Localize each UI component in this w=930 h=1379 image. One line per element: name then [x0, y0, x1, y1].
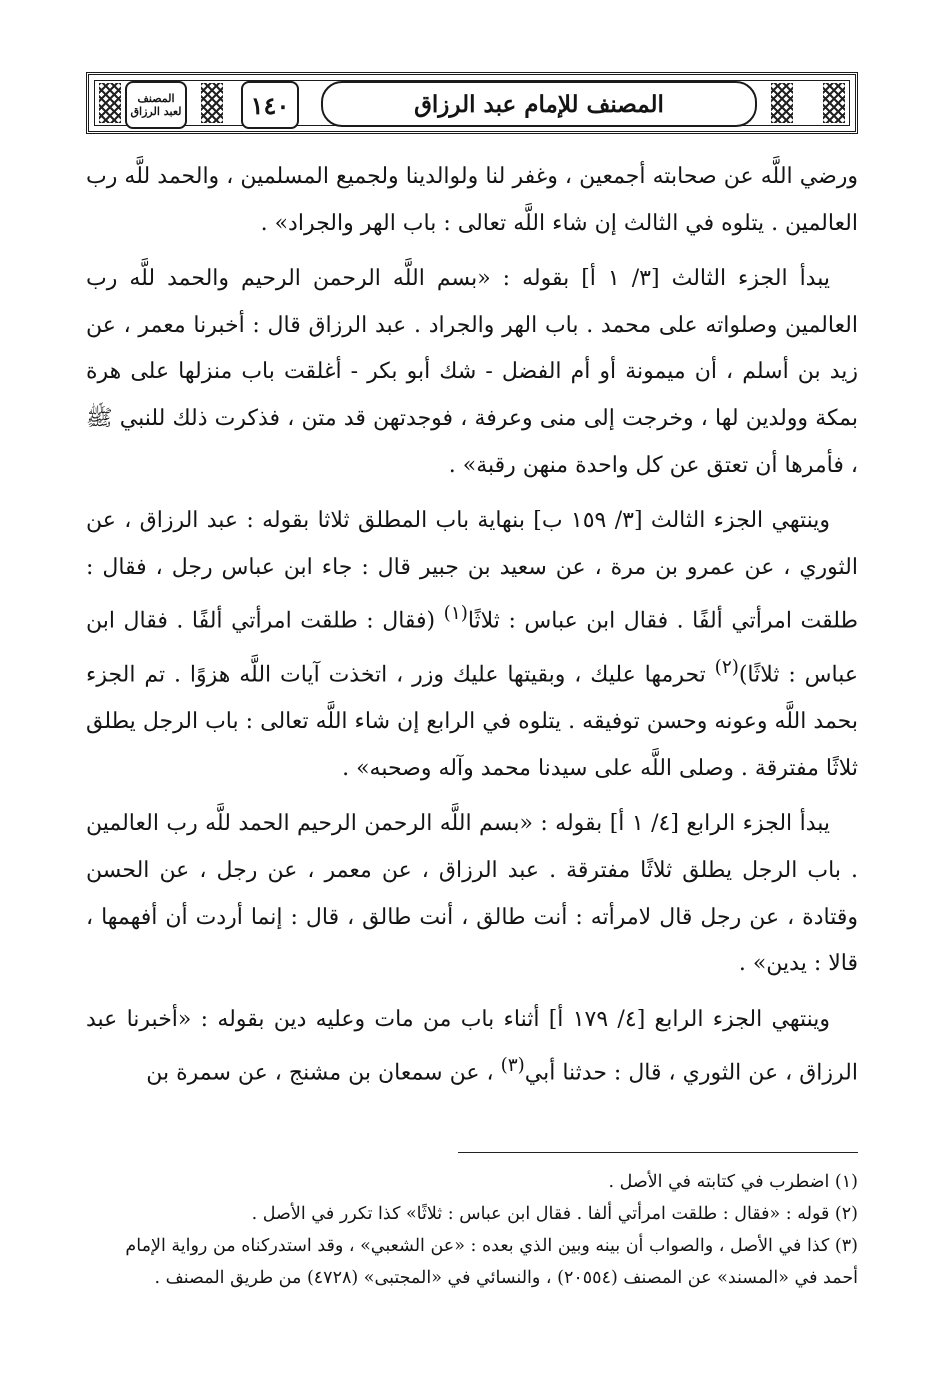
paragraph-1: ورضي اللَّه عن صحابته أجمعين ، وغفر لنا ولوالدينا ولجميع المسلمين ، والحمد للَّه رب العالمين . يتلوه في الثالث إن شاء اللَّه تعالى : باب الهر والجراد» . [86, 164, 858, 236]
ornament-icon [823, 83, 845, 123]
footnote-ref-3: (٣) [500, 1055, 525, 1077]
paragraph-3-part-b: (فقال : طلقت امرأتي ألفًا . فقال ابن عباس : ثلاثًا) [86, 608, 859, 688]
paragraph-5 [86, 997, 858, 1098]
page-header [86, 72, 858, 134]
page-number: ١٤٠ [241, 81, 299, 129]
footnotes [86, 1166, 858, 1294]
ornament-icon [201, 83, 223, 123]
footnote-3-continued: أحمد في «المسند» عن المصنف (٢٠٥٥٤) ، والنسائي في «المجتبى» (٤٧٢٨) من طريق المصنف . [154, 1268, 858, 1288]
ornament-icon [99, 83, 121, 123]
paragraph-2: يبدأ الجزء الثالث [٣/ ١ أ] بقوله : «بسم اللَّه الرحمن الرحيم والحمد للَّه رب العالمين وصلواته على محمد . باب الهر والجراد . عبد الرزاق قال : أخبرنا معمر ، عن زيد بن أسلم ، أن ميمونة أو أم الفضل - شك أبو بكر - أغلقت باب منزلها على هرة بمكة وولدين لها ، وخرجت إلى منى وعرفة ، فوجدتهن قد متن ، فذكرت ذلك للنبي ﷺ ، فأمرها أن تعتق عن كل واحدة منهن رقبة» . [86, 266, 858, 478]
emblem-logo: المصنف لعبد الرزاق [125, 81, 187, 129]
footnote-divider [458, 1152, 858, 1153]
ornament-icon [771, 83, 793, 123]
footnote-1: (١) اضطرب في كتابته في الأصل . [608, 1172, 858, 1192]
paragraph-3-part-a: وينتهي الجزء الثالث [٣/ ١٥٩ ب] بنهاية باب المطلق ثلاثا بقوله : عبد الرزاق ، عن الثوري ، عن عمرو بن مرة ، عن سعيد بن جبير قال : جاء ابن عباس رجل ، فقال : طلقت امرأتي ألفًا . فقال ابن عباس : ثلاثًا [86, 508, 858, 634]
running-title: المصنف للإمام عبد الرزاق [321, 81, 757, 127]
footnote-2: (٢) قوله : «فقال : طلقت امرأتي ألفا . فقال ابن عباس : ثلاثًا» كذا تكرر في الأصل . [251, 1204, 858, 1224]
paragraph-5-part-a: وينتهي الجزء الرابع [٤/ ١٧٩ أ] أثناء باب من مات وعليه دين بقوله : «أخبرنا عبد الرزاق ، عن الثوري ، قال : حدثنا أبي [86, 1006, 858, 1086]
paragraph-5-part-b: ، عن سمعان بن مشنج ، عن سمرة بن [146, 1060, 501, 1086]
paragraph-4: يبدأ الجزء الرابع [٤/ ١ أ] بقوله : «بسم اللَّه الرحمن الرحيم الحمد للَّه رب العالمين . باب الرجل يطلق ثلاثًا مفترقة . عبد الرزاق ، عن معمر ، عن رجل ، عن الحسن وقتادة ، عن رجل قال لامرأته : أنت طالق ، أنت طالق ، قال : إنما أردت أن أفهمها ، قالا : يدين» . [86, 811, 858, 977]
footnote-ref-2: (٢) [714, 657, 739, 679]
paragraph-3-part-c: تحرمها عليك ، وبقيتها عليك وزر ، اتخذت آيات اللَّه هزوًا . تم الجزء بحمد اللَّه وعونه وحسن توفيقه . يتلوه في الرابع إن شاء اللَّه تعالى : باب الرجل يطلق ثلاثًا مفترقة . وصلى اللَّه على سيدنا محمد وآله وصحبه» . [86, 662, 858, 781]
footnote-3: (٣) كذا في الأصل ، والصواب أن بينه وبين الذي بعده : «عن الشعبي» ، وقد استدركناه من رواية الإمام [125, 1236, 858, 1256]
paragraph-3 [86, 498, 858, 792]
footnote-ref-1: (١) [443, 603, 468, 625]
main-text [86, 154, 858, 1106]
